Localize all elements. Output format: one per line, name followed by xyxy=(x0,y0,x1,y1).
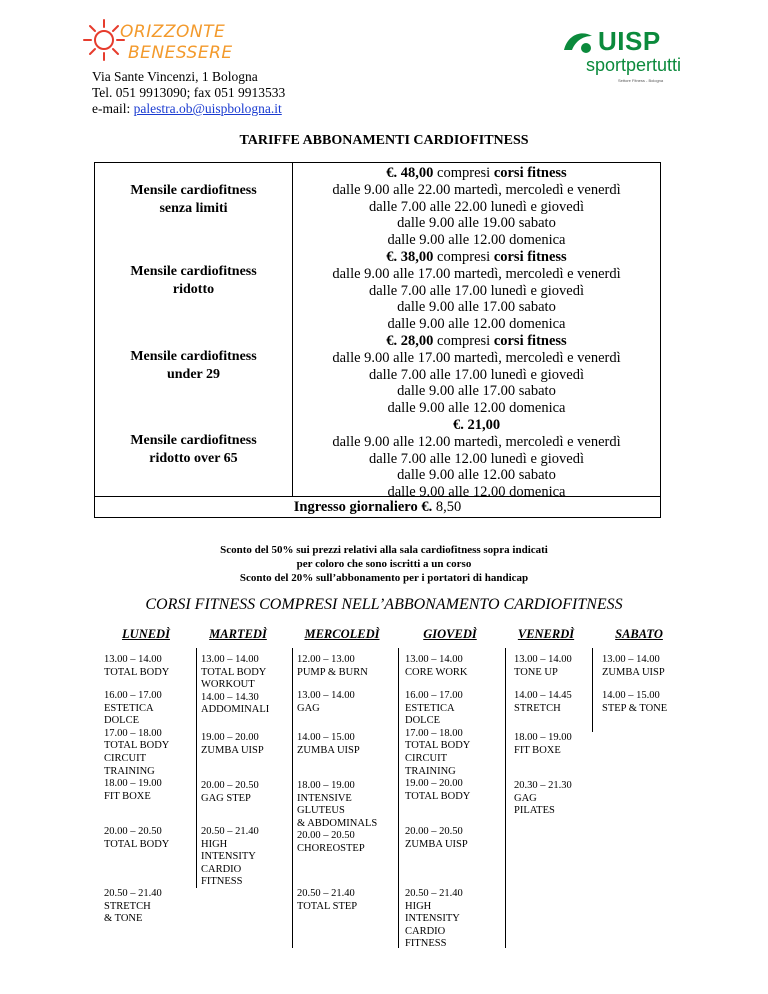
discount-line: Sconto del 50% sui prezzi relativi alla sala cardiofitness sopra indicati xyxy=(220,544,548,556)
plan-hours: dalle 9.00 alle 12.00 domenica xyxy=(387,400,566,417)
day-header-monday: LUNEDÌ xyxy=(122,627,170,641)
plan-hours: dalle 7.00 alle 22.00 lunedì e giovedì xyxy=(368,198,585,215)
course-slot: 20.50 – 21.40 TOTAL STEP xyxy=(297,888,358,912)
tariff-table xyxy=(94,162,661,518)
day-header-saturday: SABATO xyxy=(615,627,663,641)
plan-hours: dalle 9.00 alle 12.00 domenica xyxy=(387,484,566,501)
day-header-thursday: GIOVEDÌ xyxy=(423,627,477,641)
plan-detail xyxy=(293,417,660,501)
course-schedule xyxy=(0,648,768,948)
day-header-friday: VENERDÌ xyxy=(517,627,575,641)
course-slot: 16.00 – 17.00 ESTETICA DOLCE 17.00 – 18.00 TOTAL BODY CIRCUIT TRAINING 19.00 – 20.00 TOTAL BODY xyxy=(405,690,471,802)
orizzonte-benessere-logo xyxy=(80,12,233,74)
email-link[interactable]: palestra.ob@uispbologna.it xyxy=(133,101,282,116)
day-header-tuesday: MARTEDÌ xyxy=(209,627,267,641)
uisp-logo xyxy=(558,26,682,90)
phone-line: Tel. 051 9913090; fax 051 9913533 xyxy=(92,85,286,100)
plan-name: Mensile cardiofitness ridotto over 65 xyxy=(130,433,257,466)
discount-line: Sconto del 20% sull’abbonamento per i portatori di handicap xyxy=(239,572,529,584)
plan-price: €. 48,00 xyxy=(386,165,434,181)
course-slot: 18.00 – 19.00 FIT BOXE xyxy=(514,732,572,756)
plan-hours: dalle 9.00 alle 17.00 sabato xyxy=(397,383,556,400)
plan-hours: dalle 9.00 alle 12.00 sabato xyxy=(397,467,556,484)
course-slot: 20.00 – 20.50 TOTAL BODY xyxy=(104,826,170,850)
plan-name: Mensile cardiofitness ridotto xyxy=(130,264,257,297)
email-line xyxy=(92,101,285,117)
address-line: Via Sante Vincenzi, 1 Bologna xyxy=(92,69,258,84)
logo-text-line2: BENESSERE xyxy=(128,43,233,63)
daily-entry-label: Ingresso giornaliero €. xyxy=(293,499,433,515)
plan-detail xyxy=(293,333,660,417)
discount-line: per coloro che sono iscritti a un corso xyxy=(296,558,472,570)
uisp-tagline: Settore Fitness - Bologna xyxy=(618,78,664,83)
course-slot: 13.00 – 14.00 CORE WORK xyxy=(405,654,468,678)
column-divider xyxy=(505,648,506,948)
plan-courses-included: corsi fitness xyxy=(493,249,567,265)
plan-hours: dalle 7.00 alle 17.00 lunedì e giovedì xyxy=(368,282,585,299)
plan-price-line xyxy=(293,333,660,350)
plan-courses-included: corsi fitness xyxy=(493,333,567,349)
discount-notes xyxy=(0,543,768,585)
plan-name: Mensile cardiofitness senza limiti xyxy=(130,183,257,216)
course-slot: 13.00 – 14.00 TOTAL BODY WORKOUT 14.00 – 14.30 ADDOMINALI xyxy=(201,654,270,716)
course-slot: 14.00 – 14.45 STRETCH xyxy=(514,690,572,714)
daily-entry-price: 8,50 xyxy=(432,499,462,515)
course-slot: 18.00 – 19.00 INTENSIVE GLUTEUS & ABDOMINALS 20.00 – 20.50 CHOREOSTEP xyxy=(297,780,378,854)
course-slot: 20.50 – 21.40 HIGH INTENSITY CARDIO FITNESS xyxy=(201,826,259,888)
course-slot: 12.00 – 13.00 PUMP & BURN xyxy=(297,654,368,678)
plan-price-line xyxy=(293,165,660,182)
course-slot: 20.50 – 21.40 STRETCH & TONE xyxy=(104,888,162,925)
day-header-wednesday: MERCOLEDÌ xyxy=(304,627,380,641)
plan-hours: dalle 9.00 alle 12.00 domenica xyxy=(387,232,566,249)
course-slot: 20.00 – 20.50 ZUMBA UISP xyxy=(405,826,468,850)
plan-hours: dalle 9.00 alle 17.00 sabato xyxy=(397,299,556,316)
plan-hours: dalle 7.00 alle 12.00 lunedì e giovedì xyxy=(368,450,585,467)
plan-courses-included: corsi fitness xyxy=(493,165,567,181)
uisp-subtitle: sportpertutti xyxy=(586,55,682,75)
plan-hours: dalle 9.00 alle 17.00 martedì, mercoledì e venerdì xyxy=(332,265,621,282)
plan-price-line xyxy=(293,249,660,266)
plan-hours: dalle 7.00 alle 17.00 lunedì e giovedì xyxy=(368,366,585,383)
plan-detail xyxy=(293,249,660,333)
plan-price: €. 28,00 xyxy=(386,333,434,349)
plan-hours: dalle 9.00 alle 12.00 domenica xyxy=(387,316,566,333)
uisp-emblem-icon xyxy=(560,28,596,56)
course-slot: 20.50 – 21.40 HIGH INTENSITY CARDIO FITNESS xyxy=(405,888,463,950)
course-slot: 19.00 – 20.00 ZUMBA UISP xyxy=(201,732,264,756)
plan-detail xyxy=(293,165,660,249)
plan-name: Mensile cardiofitness under 29 xyxy=(130,349,257,382)
course-slot: 13.00 – 14.00 TONE UP xyxy=(514,654,572,678)
course-slot: 20.30 – 21.30 GAG PILATES xyxy=(514,780,572,817)
plan-price-extra: compresi xyxy=(433,333,494,349)
column-divider xyxy=(292,648,293,948)
column-divider xyxy=(196,648,197,888)
courses-title: CORSI FITNESS COMPRESI NELL’ABBONAMENTO CARDIOFITNESS xyxy=(145,596,623,613)
course-slot: 20.00 – 20.50 GAG STEP xyxy=(201,780,259,804)
plan-hours: dalle 9.00 alle 17.00 martedì, mercoledì e venerdì xyxy=(332,349,621,366)
course-slot: 14.00 – 15.00 ZUMBA UISP xyxy=(297,732,360,756)
column-divider xyxy=(398,648,399,948)
logo-text-line1: ORIZZONTE xyxy=(120,22,226,42)
column-divider xyxy=(592,648,593,732)
plan-price-line xyxy=(293,417,660,434)
course-slot: 13.00 – 14.00 TOTAL BODY xyxy=(104,654,170,678)
page-title: TARIFFE ABBONAMENTI CARDIOFITNESS xyxy=(239,133,529,148)
course-slot: 13.00 – 14.00 GAG xyxy=(297,690,355,714)
course-slot: 14.00 – 15.00 STEP & TONE xyxy=(602,690,668,714)
plan-price-extra: compresi xyxy=(433,249,494,265)
course-slot: 13.00 – 14.00 ZUMBA UISP xyxy=(602,654,665,678)
plan-price: €. 21,00 xyxy=(452,417,501,433)
daily-entry xyxy=(95,499,660,516)
plan-price: €. 38,00 xyxy=(386,249,434,265)
plan-price-extra: compresi xyxy=(433,165,494,181)
email-label: e-mail: xyxy=(92,101,134,116)
course-slot: 16.00 – 17.00 ESTETICA DOLCE 17.00 – 18.00 TOTAL BODY CIRCUIT TRAINING 18.00 – 19.00 FIT BOXE xyxy=(104,690,170,802)
plan-hours: dalle 9.00 alle 22.00 martedì, mercoledì e venerdì xyxy=(332,181,621,198)
uisp-wordmark: UISP xyxy=(598,26,661,56)
plan-hours: dalle 9.00 alle 12.00 martedì, mercoledì e venerdì xyxy=(332,433,621,450)
plan-hours: dalle 9.00 alle 19.00 sabato xyxy=(397,215,556,232)
address-block xyxy=(92,69,285,117)
